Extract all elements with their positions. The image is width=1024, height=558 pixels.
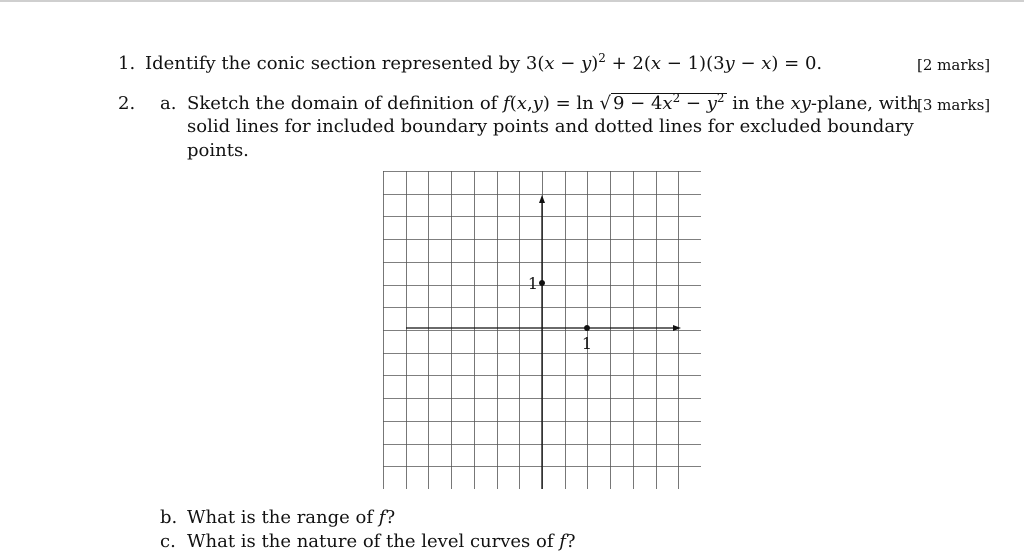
question-1-text	[145, 52, 822, 75]
y-tick-point	[539, 280, 545, 286]
top-divider	[0, 0, 1024, 2]
question-2a-marks: [3 marks]	[917, 96, 991, 114]
x-tick-label: 1	[581, 334, 593, 353]
part-a-line-1: Sketch the domain of definition of f(x,y) = ln √ $9 - 4x^2 - y^2$ in the xy-plane, with	[187, 91, 919, 114]
graph-paper	[383, 171, 701, 489]
part-a-line-2: solid lines for included boundary points and dotted lines for excluded boundary	[187, 116, 914, 137]
question-2-number: 2.	[118, 93, 136, 114]
y-tick-label: 1	[527, 274, 539, 293]
y-axis-arrow	[539, 195, 545, 203]
part-a-line-3: points.	[187, 140, 249, 161]
part-b-text: What is the range of f?	[187, 507, 396, 528]
question-1-equation: $3(x - y)^2 + 2(x - 1)(3y - x) = 0$.	[525, 51, 823, 74]
question-1-number: 1.	[118, 53, 136, 74]
part-a-label: a.	[160, 93, 177, 114]
question-1-prompt: Identify the conic section represented by	[145, 53, 521, 74]
x-tick-point	[584, 325, 590, 331]
function-definition: f(x,y) = ln √ $9 - 4x^2 - y^2$	[503, 91, 725, 114]
part-c-label: c.	[160, 531, 176, 552]
part-b-label: b.	[160, 507, 178, 528]
part-c-text: What is the nature of the level curves of f?	[187, 531, 576, 552]
question-1-marks: [2 marks]	[917, 56, 991, 74]
